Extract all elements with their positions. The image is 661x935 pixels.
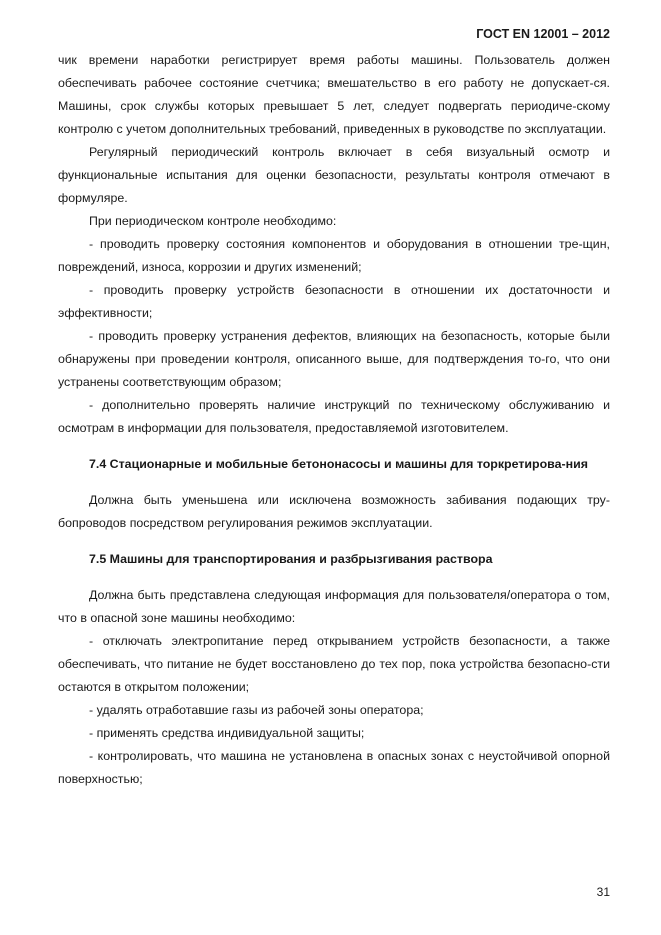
body-text [58, 49, 610, 791]
list-item: - проводить проверку устранения дефектов, влияющих на безопасность, которые были обнаружены при проведении контроля, описанного выше, для подтверждения то-го, что они устранены соответствующим образом; [58, 329, 610, 389]
list-item: - дополнительно проверять наличие инструкций по техническому обслуживанию и осмотрам в информации для пользователя, предоставляемой изготовителем. [58, 398, 610, 435]
list-item: - контролировать, что машина не установлена в опасных зонах с неустойчивой опорной поверхностью; [58, 749, 610, 786]
paragraph: чик времени наработки регистрирует время работы машины. Пользователь должен обеспечивать рабочее состояние счетчика; вмешательство в его работу не допускает-ся. Машины, срок службы которых превышает 5 лет, следует подвергать периодиче-скому контролю с учетом дополнительных требований, приведенных в руководстве по эксплуатации. [58, 53, 610, 136]
list-item: - отключать электропитание перед открыванием устройств безопасности, а также обеспечивать, что питание не будет восстановлено до тех пор, пока устройства безопасно-сти остаются в открытом положении; [58, 634, 610, 694]
paragraph: При периодическом контроле необходимо: [89, 214, 337, 228]
paragraph: Должна быть представлена следующая информация для пользователя/оператора о том, что в опасной зоне машины необходимо: [58, 588, 610, 625]
list-item: - удалять отработавшие газы из рабочей зоны оператора; [89, 703, 424, 717]
page-number: 31 [596, 885, 610, 899]
paragraph: Регулярный периодический контроль включает в себя визуальный осмотр и функциональные испытания для оценки безопасности, результаты контроля отмечают в формуляре. [58, 145, 610, 205]
standard-header: ГОСТ EN 12001 – 2012 [476, 27, 610, 41]
section-heading-7-5: 7.5 Машины для транспортирования и разбрызгивания раствора [89, 552, 493, 566]
list-item: - проводить проверку состояния компонентов и оборудования в отношении тре-щин, повреждений, износа, коррозии и других изменений; [58, 237, 610, 274]
list-item: - применять средства индивидуальной защиты; [89, 726, 365, 740]
section-heading-7-4: 7.4 Стационарные и мобильные бетононасосы и машины для торкретирова-ния [89, 457, 588, 471]
paragraph: Должна быть уменьшена или исключена возможность забивания подающих тру-бопроводов посредством регулирования режимов эксплуатации. [58, 493, 610, 530]
list-item: - проводить проверку устройств безопасности в отношении их достаточности и эффективности; [58, 283, 610, 320]
